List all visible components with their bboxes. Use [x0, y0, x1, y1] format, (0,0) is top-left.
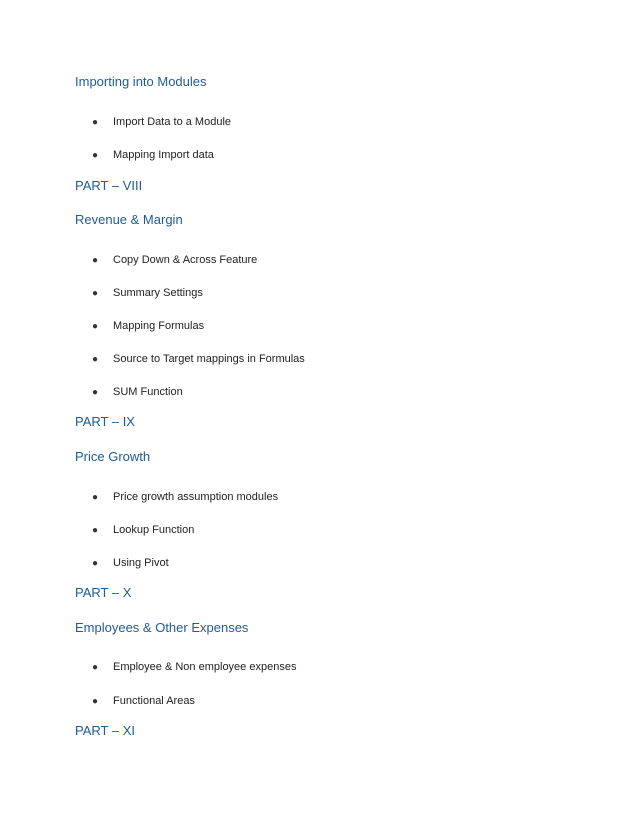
bullet-icon: ● [92, 662, 99, 673]
list-item-text: Source to Target mappings in Formulas [113, 353, 305, 365]
bullet-icon: ● [92, 696, 99, 707]
bullet-icon: ● [92, 117, 99, 128]
list-item [92, 556, 169, 571]
list-item [92, 253, 257, 268]
list-item [92, 385, 183, 400]
list-item [92, 490, 278, 505]
section-heading-price-growth: Price Growth [75, 449, 151, 464]
bullet-icon: ● [92, 525, 99, 536]
list-item [92, 352, 305, 367]
list-item-text: Mapping Formulas [113, 320, 205, 332]
bullet-icon: ● [92, 492, 99, 503]
part-heading-ix: PART – IX [75, 414, 135, 429]
list-item [92, 660, 296, 675]
bullet-icon: ● [92, 288, 99, 299]
bullet-icon: ● [92, 150, 99, 161]
part-heading-xi: PART – XI [75, 723, 135, 738]
part-heading-viii: PART – VIII [75, 178, 143, 193]
list-item-text: Mapping Import data [113, 149, 214, 161]
list-item-text: Import Data to a Module [113, 116, 232, 128]
list-item-text: Price growth assumption modules [113, 491, 279, 503]
list-item [92, 115, 231, 130]
section-heading-employees: Employees & Other Expenses [75, 620, 249, 635]
list-item-text: Functional Areas [113, 695, 195, 707]
section-heading-importing: Importing into Modules [75, 74, 207, 89]
bullet-icon: ● [92, 255, 99, 266]
list-item [92, 148, 214, 163]
section-heading-revenue: Revenue & Margin [75, 212, 183, 227]
list-item [92, 523, 194, 538]
part-heading-x: PART – X [75, 585, 132, 600]
list-item-text: SUM Function [113, 386, 183, 398]
list-item [92, 694, 195, 709]
bullet-icon: ● [92, 354, 99, 365]
list-item-text: Lookup Function [113, 524, 195, 536]
bullet-icon: ● [92, 387, 99, 398]
list-item-text: Summary Settings [113, 287, 203, 299]
bullet-icon: ● [92, 321, 99, 332]
bullet-icon: ● [92, 558, 99, 569]
list-item-text: Using Pivot [113, 557, 169, 569]
list-item-text: Copy Down & Across Feature [113, 254, 258, 266]
list-item-text: Employee & Non employee expenses [113, 661, 297, 673]
list-item [92, 286, 203, 301]
list-item [92, 319, 204, 334]
